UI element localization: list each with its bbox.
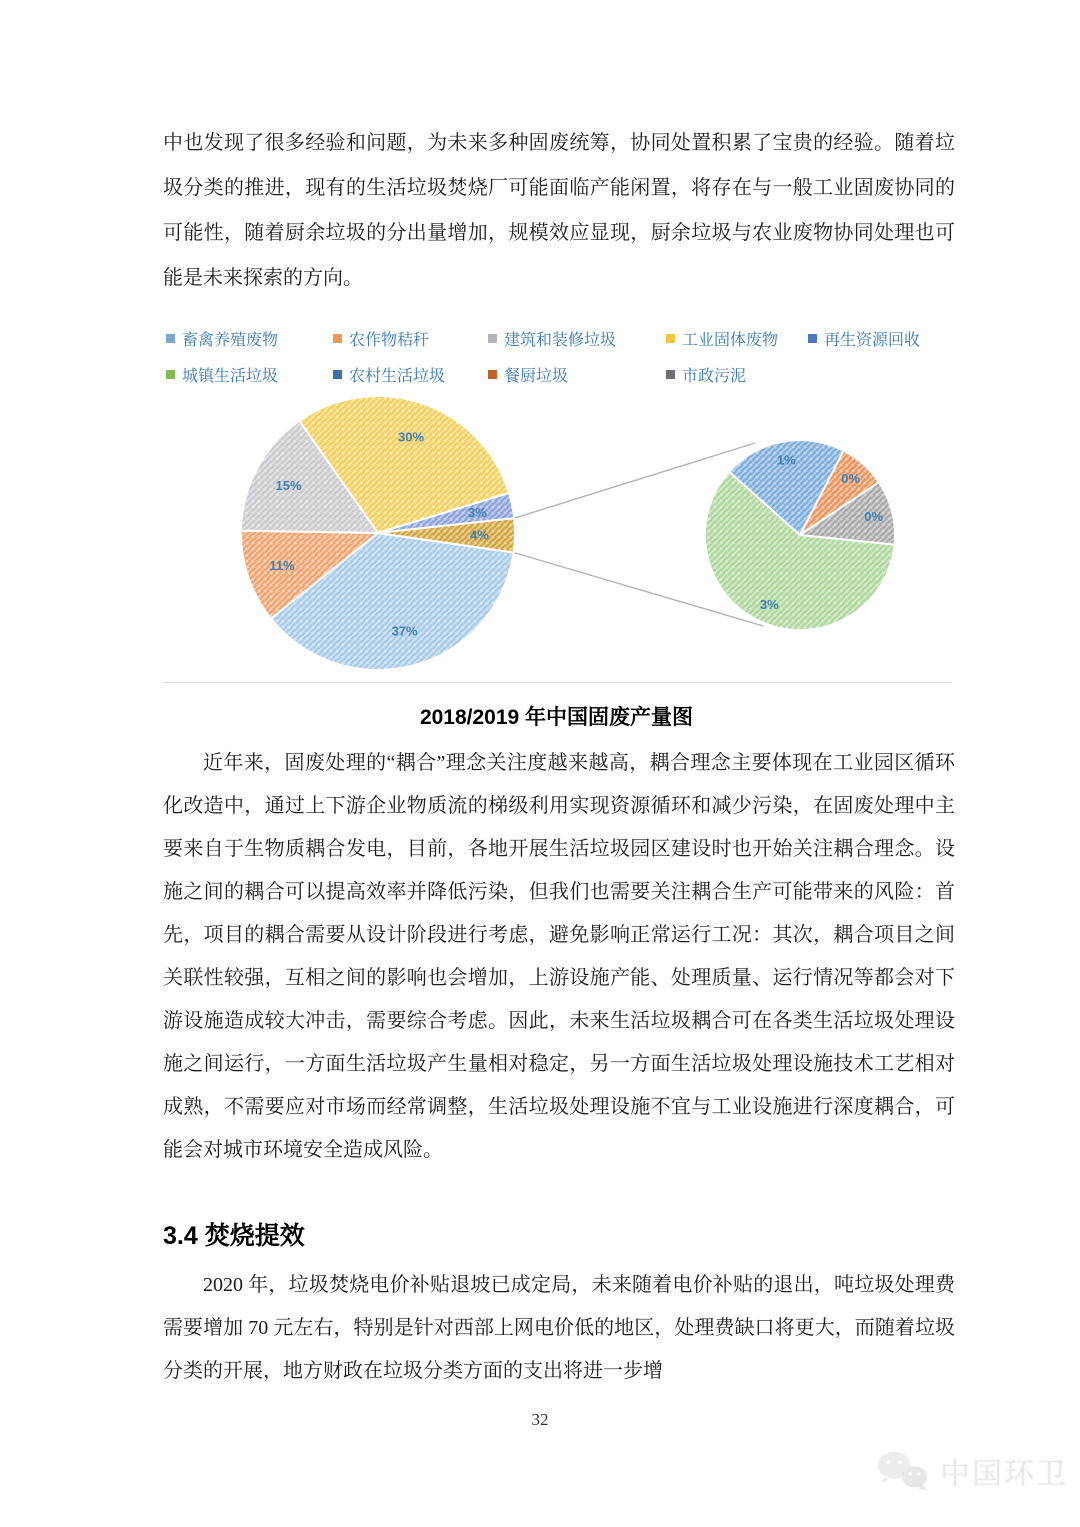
legend-swatch xyxy=(333,370,342,379)
pie-of-pie-chart xyxy=(163,393,950,685)
wechat-icon xyxy=(874,1448,932,1494)
legend-swatch xyxy=(808,334,817,343)
legend-label: 建筑和装修垃圾 xyxy=(504,332,617,349)
legend-swatch xyxy=(488,334,497,343)
slice-label: 1% xyxy=(776,452,796,468)
legend-label: 餐厨垃圾 xyxy=(504,368,569,385)
legend-label: 农作物秸秆 xyxy=(349,332,430,349)
legend-swatch xyxy=(666,334,675,343)
figure-title: 2018/2019 年中国固废产量图 xyxy=(419,706,694,729)
slice-label: 0% xyxy=(841,470,861,486)
watermark-text: 中国环卫 xyxy=(940,1458,1068,1491)
slice-label: 11% xyxy=(269,558,295,574)
chart-legend xyxy=(166,327,956,386)
legend-item-7 xyxy=(488,363,666,386)
legend-item-5 xyxy=(166,363,333,386)
legend-swatch xyxy=(166,370,175,379)
legend-swatch xyxy=(666,370,675,379)
legend-item-6 xyxy=(333,363,488,386)
slice-label: 3% xyxy=(467,505,487,521)
legend-label: 农村生活垃圾 xyxy=(349,368,446,385)
slice-label: 3% xyxy=(759,597,779,612)
legend-label: 再生资源回收 xyxy=(824,332,921,349)
legend-item-8 xyxy=(666,363,808,386)
slice-label: 0% xyxy=(864,509,884,525)
page-number: 32 xyxy=(531,1410,549,1429)
slice-label: 4% xyxy=(470,527,489,543)
figure-divider xyxy=(163,682,952,683)
legend-item-2 xyxy=(488,327,666,350)
legend-label: 市政污泥 xyxy=(682,368,747,385)
paragraph-incineration: 2020 年，垃圾焚烧电价补贴退坡已成定局，未来随着电价补贴的退出，吨垃圾处理费需要增加 70 元左右，特别是针对西部上网电价低的地区，处理费缺口将更大，而随着垃圾分类的开展，地方财政在垃圾分类方面的支出将进一步增 xyxy=(163,1274,955,1382)
legend-swatch xyxy=(333,334,342,343)
legend-swatch xyxy=(488,370,497,379)
legend-item-1 xyxy=(333,327,488,350)
legend-label: 工业固体废物 xyxy=(682,332,779,349)
paragraph-coupling: 近年来，固废处理的“耦合”理念关注度越来越高，耦合理念主要体现在工业园区循环化改造中，通过上下游企业物质流的梯级利用实现资源循环和减少污染，在固废处理中主要来自于生物质耦合发电，目前，各地开展生活垃圾园区建设时也开始关注耦合理念。设施之间的耦合可以提高效率并降低污染，但我们也需要关注耦合生产可能带来的风险：首先，项目的耦合需要从设计阶段进行考虑，避免影响正常运行工况：其次，耦合项目之间关联性较强，互相之间的影响也会增加，上游设施产能、处理质量、运行情况等都会对下游设施造成较大冲击，需要综合考虑。因此，未来生活垃圾耦合可在各类生活垃圾处理设施之间运行，一方面生活垃圾产生量相对稳定，另一方面生活垃圾处理设施技术工艺相对成熟，不需要应对市场而经常调整，生活垃圾处理设施不宜与工业设施进行深度耦合，可能会对城市环境安全造成风险。 xyxy=(163,752,955,1161)
slice-label: 15% xyxy=(275,477,302,493)
paragraph-intro: 中也发现了很多经验和问题，为未来多种固废统筹，协同处置积累了宝贵的经验。随着垃圾分类的推进，现有的生活垃圾焚烧厂可能面临产能闲置，将存在与一般工业固废协同的可能性，随着厨余垃圾的分出量增加，规模效应显现，厨余垃圾与农业废物协同处理也可能是未来探索的方向。 xyxy=(163,132,955,289)
legend-label: 畜禽养殖废物 xyxy=(182,332,279,349)
legend-swatch xyxy=(166,334,175,343)
slice-label: 37% xyxy=(391,623,418,639)
section-heading: 3.4 焚烧提效 xyxy=(163,1222,305,1250)
legend-item-4 xyxy=(808,327,956,350)
legend-label: 城镇生活垃圾 xyxy=(182,368,279,385)
legend-item-0 xyxy=(166,327,333,350)
slice-label: 30% xyxy=(397,429,425,445)
wechat-watermark xyxy=(874,1448,1068,1494)
legend-item-3 xyxy=(666,327,808,350)
